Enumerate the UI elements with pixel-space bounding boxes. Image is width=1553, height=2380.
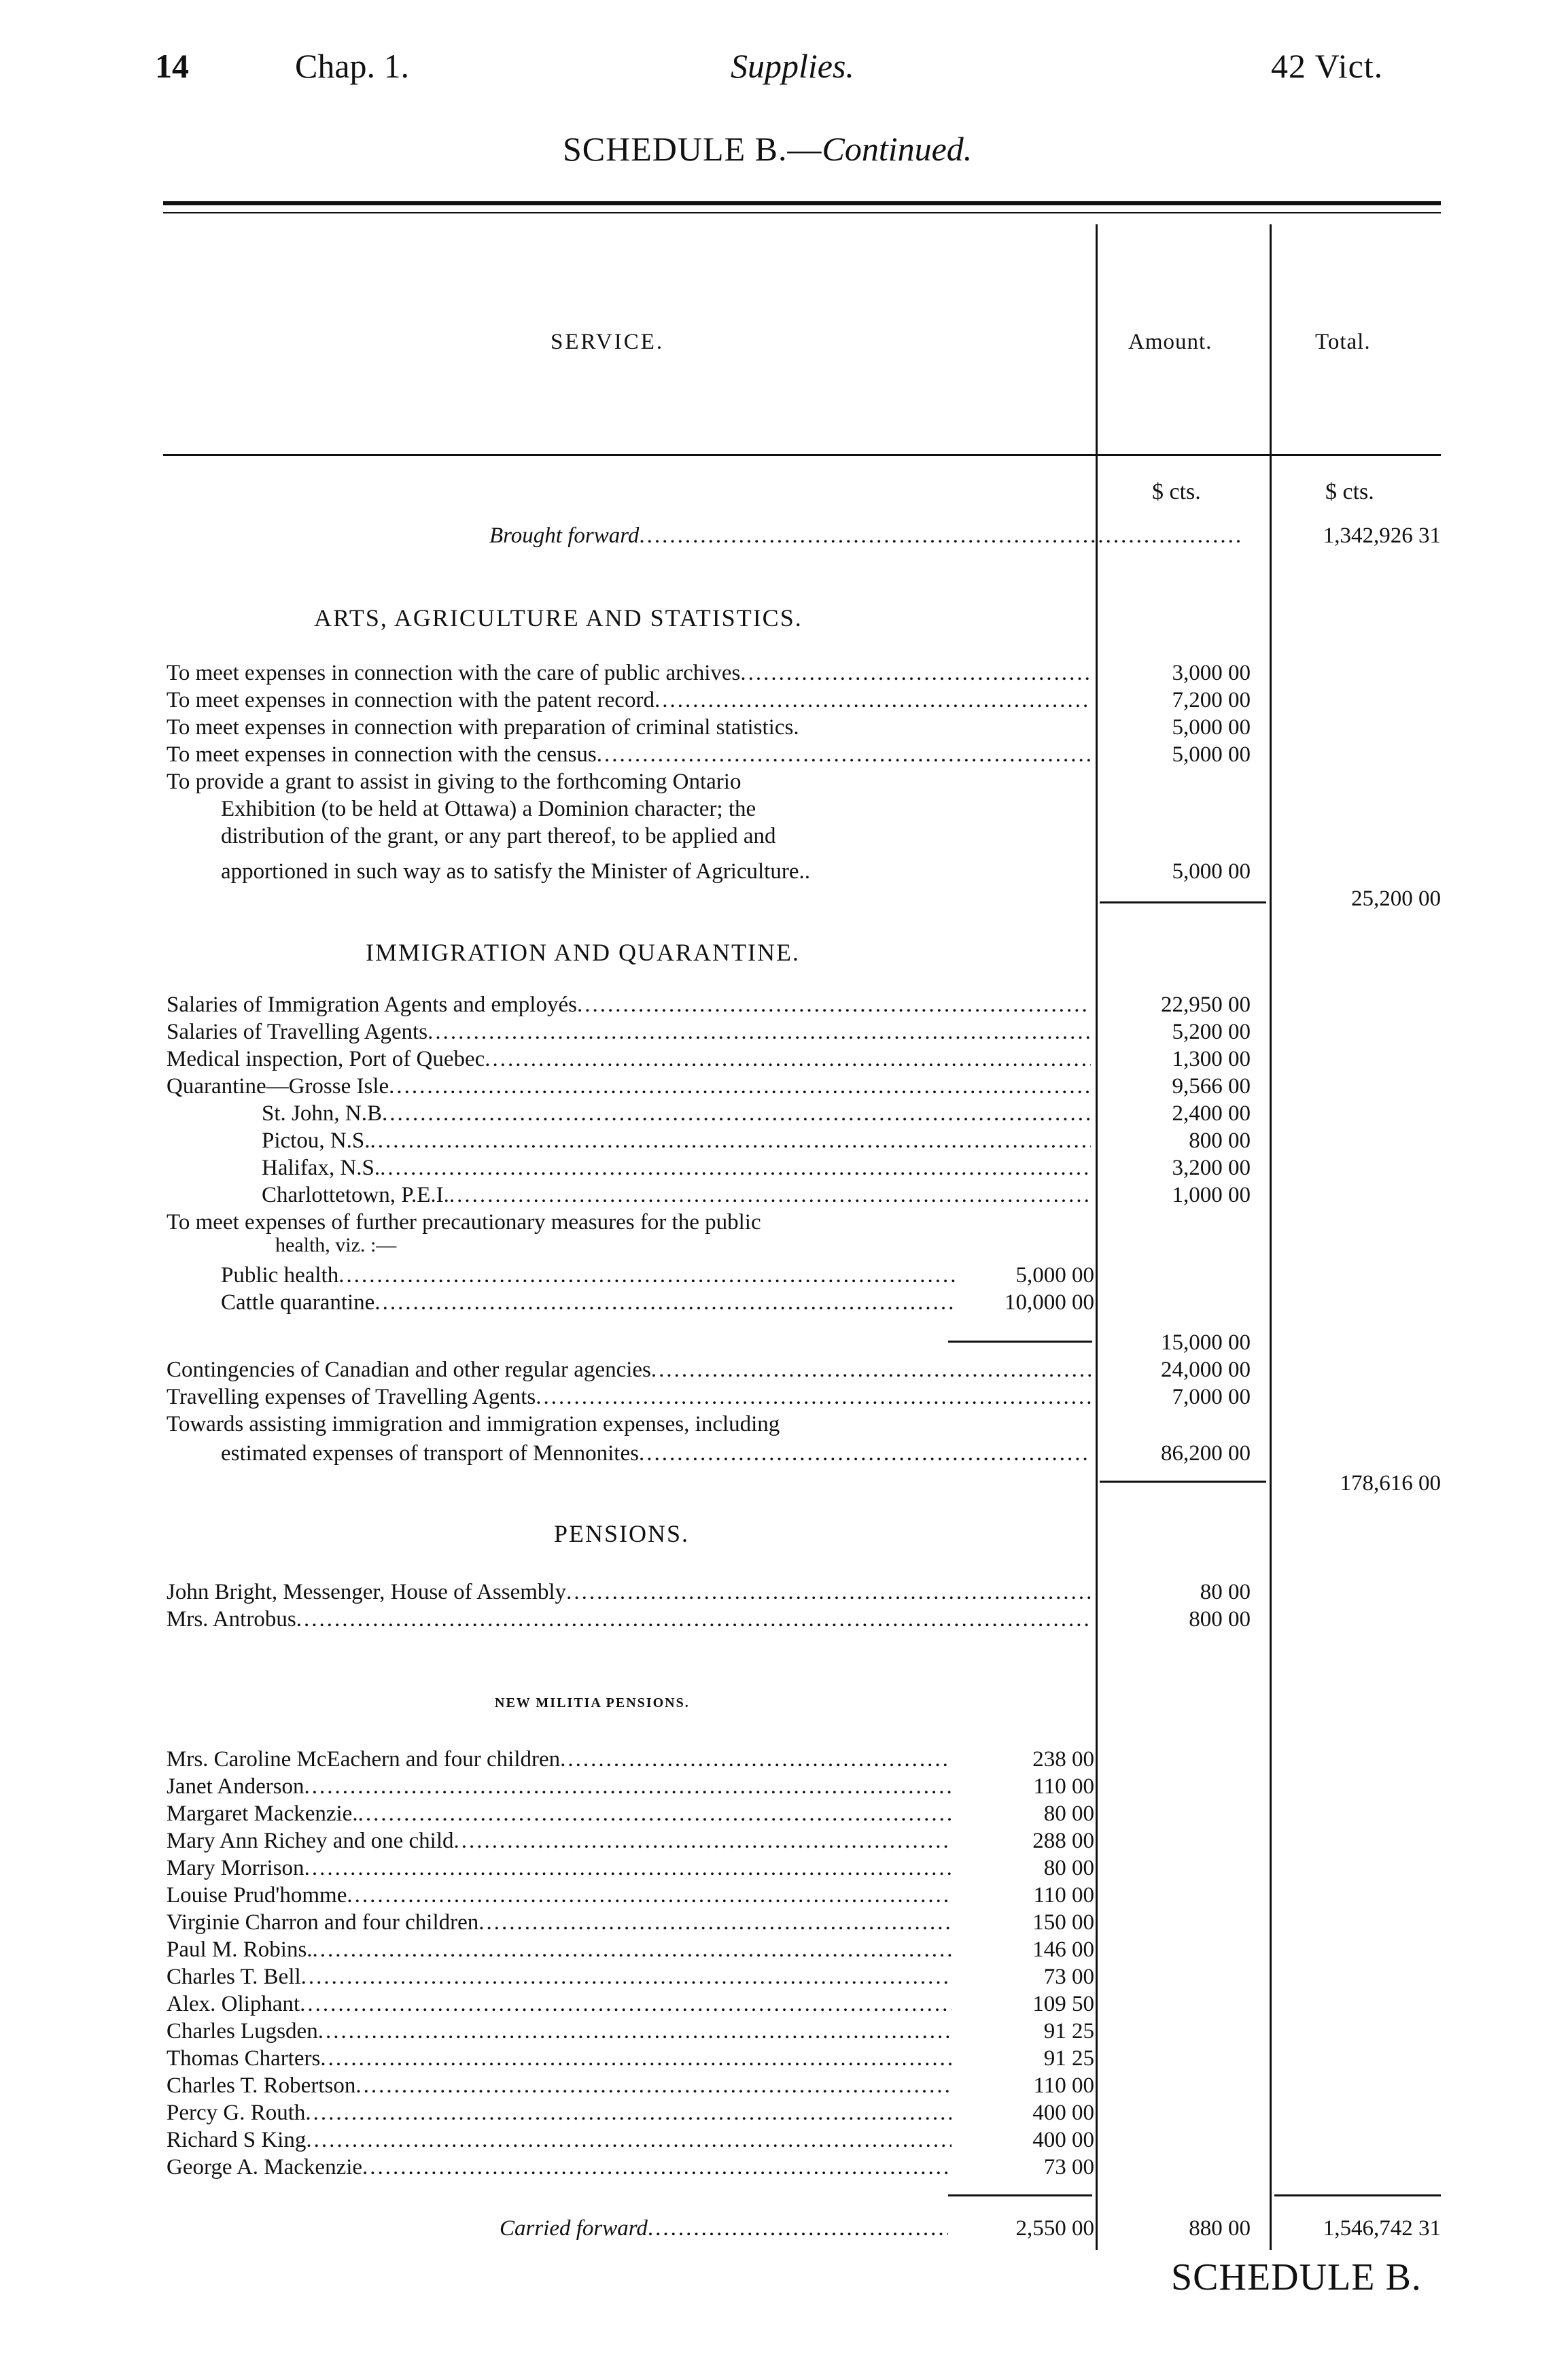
table-row: To meet expenses in connection with preparation of criminal statistics. 5,000 00 <box>167 715 1251 740</box>
grant-line-1: To provide a grant to assist in giving to the forthcoming Ontario <box>167 770 741 794</box>
reign-label: 42 Vict. <box>1271 47 1384 85</box>
section-title-pensions: PENSIONS. <box>554 1520 690 1547</box>
header-rule-thick <box>163 201 1441 205</box>
carried-forward-amount: 880 00 <box>1189 2216 1251 2241</box>
table-row: Salaries of Immigration Agents and employés ..... 22,950 00 <box>0 991 1553 1018</box>
page-number: 14 <box>155 47 189 85</box>
amount-units: $ cts. <box>1152 479 1201 504</box>
immigration-total-row <box>0 1470 1553 1497</box>
table-row: Mrs. Antrobus ..... 800 00 <box>0 1606 1553 1633</box>
arts-total-row <box>0 885 1553 912</box>
table-row: Mary Ann Richey and one child ..... 288 00 <box>0 1827 1553 1855</box>
section-title-immigration: IMMIGRATION AND QUARANTINE. <box>366 939 800 966</box>
grant-line-4: apportioned in such way as to satisfy the Minister of Agriculture.. 5,000 00 <box>221 859 1251 884</box>
next-schedule-label: SCHEDULE B. <box>1171 2256 1422 2298</box>
schedule-title: SCHEDULE B.—Continued. <box>563 130 973 168</box>
table-row: Charlottetown, P.E.I. ..... 1,000 00 <box>0 1182 1553 1209</box>
section-title-arts: ARTS, AGRICULTURE AND STATISTICS. <box>314 604 803 632</box>
table-row: To meet expenses in connection with the census ..... 5,000 00 <box>0 741 1553 768</box>
precaution-total-row <box>0 1329 1553 1356</box>
carried-total-rule <box>1274 2194 1441 2196</box>
brought-forward-row <box>0 522 1553 549</box>
immigration-total: 178,616 00 <box>1340 1471 1441 1496</box>
table-row: Cattle quarantine ..... 10,000 00 <box>0 1289 1553 1316</box>
table-row: Richard S King ..... 400 00 <box>0 2126 1553 2154</box>
carried-forward-total: 1,546,742 31 <box>1323 2216 1441 2241</box>
column-head-total: Total. <box>1315 330 1371 354</box>
table-row: Charles Lugsden ..... 91 25 <box>0 2018 1553 2045</box>
table-row: Travelling expenses of Travelling Agents ..... 7,000 00 <box>0 1383 1553 1411</box>
table-row: Quarantine—Grosse Isle ..... 9,566 00 <box>0 1073 1553 1100</box>
table-row: Charles T. Robertson ..... 110 00 <box>0 2072 1553 2099</box>
table-row: George A. Mackenzie ..... 73 00 <box>0 2154 1553 2181</box>
column-head-amount: Amount. <box>1128 330 1212 354</box>
table-row: To meet expenses in connection with the patent record ..... 7,200 00 <box>0 687 1553 714</box>
table-row: St. John, N.B ..... 2,400 00 <box>0 1100 1553 1127</box>
grant-amount: 5,000 00 <box>1172 859 1251 884</box>
table-row: Mary Morrison ..... 80 00 <box>0 1855 1553 1882</box>
table-row: Medical inspection, Port of Quebec ..... 1,300 00 <box>0 1046 1553 1073</box>
table-row: To meet expenses in connection with the care of public archives ..... 3,000 00 <box>0 659 1553 687</box>
precaution-line-2: health, viz. :— <box>275 1234 397 1256</box>
table-row: estimated expenses of transport of Mennonites ..... 86,200 00 <box>0 1440 1553 1467</box>
table-row: Charles T. Bell ..... 73 00 <box>0 1963 1553 1990</box>
brought-forward-label: Brought forward <box>489 523 640 548</box>
carried-sub-rule <box>948 2194 1092 2196</box>
table-row: Alex. Oliphant ..... 109 50 <box>0 1990 1553 2018</box>
table-row: Paul M. Robins. ..... 146 00 <box>0 1936 1553 1963</box>
table-row: Halifax, N.S. ..... 3,200 00 <box>0 1154 1553 1182</box>
subject-label: Supplies. <box>731 47 854 85</box>
table-row: Salaries of Travelling Agents ..... 5,200 00 <box>0 1018 1553 1046</box>
table-row: Margaret Mackenzie. ..... 80 00 <box>0 1800 1553 1827</box>
section-title-militia: NEW MILITIA PENSIONS. <box>495 1695 690 1710</box>
carried-forward-label: Carried forward <box>500 2216 648 2241</box>
header-rule-thin <box>163 212 1441 213</box>
precaution-amount: 15,000 00 <box>1161 1330 1251 1355</box>
table-row: Louise Prud'homme ..... 110 00 <box>0 1882 1553 1909</box>
table-row: Janet Anderson ..... 110 00 <box>0 1773 1553 1800</box>
table-row: Pictou, N.S. ..... 800 00 <box>0 1127 1553 1154</box>
table-row: Mrs. Caroline McEachern and four children ..... 238 00 <box>0 1746 1553 1773</box>
table-row: Percy G. Routh ..... 400 00 <box>0 2099 1553 2126</box>
chapter-label: Chap. 1. <box>295 47 410 85</box>
arts-total: 25,200 00 <box>1351 886 1441 911</box>
table-row: Public health ..... 5,000 00 <box>0 1262 1553 1289</box>
table-row: Virginie Charron and four children ..... 150 00 <box>0 1909 1553 1936</box>
column-head-rule <box>163 454 1441 456</box>
total-units: $ cts. <box>1325 479 1374 504</box>
precaution-line-1: To meet expenses of further precautionary measures for the public <box>167 1210 761 1235</box>
column-head-service: SERVICE. <box>551 330 665 354</box>
brought-forward-total: 1,342,926 31 <box>1323 523 1441 548</box>
table-row: Contingencies of Canadian and other regular agencies ..... 24,000 00 <box>0 1356 1553 1383</box>
table-row: Thomas Charters ..... 91 25 <box>0 2045 1553 2072</box>
carried-forward-row <box>0 2215 1553 2242</box>
schedule-title-suffix: Continued. <box>822 130 973 168</box>
grant-line-2: Exhibition (to be held at Ottawa) a Dominion character; the <box>221 797 756 821</box>
carried-forward-sub: 2,550 00 <box>1015 2216 1094 2241</box>
mennonite-line-1: Towards assisting immigration and immigration expenses, including <box>167 1412 780 1436</box>
table-row: John Bright, Messenger, House of Assembly ..... 80 00 <box>0 1579 1553 1606</box>
grant-line-3: distribution of the grant, or any part thereof, to be applied and <box>221 824 776 848</box>
